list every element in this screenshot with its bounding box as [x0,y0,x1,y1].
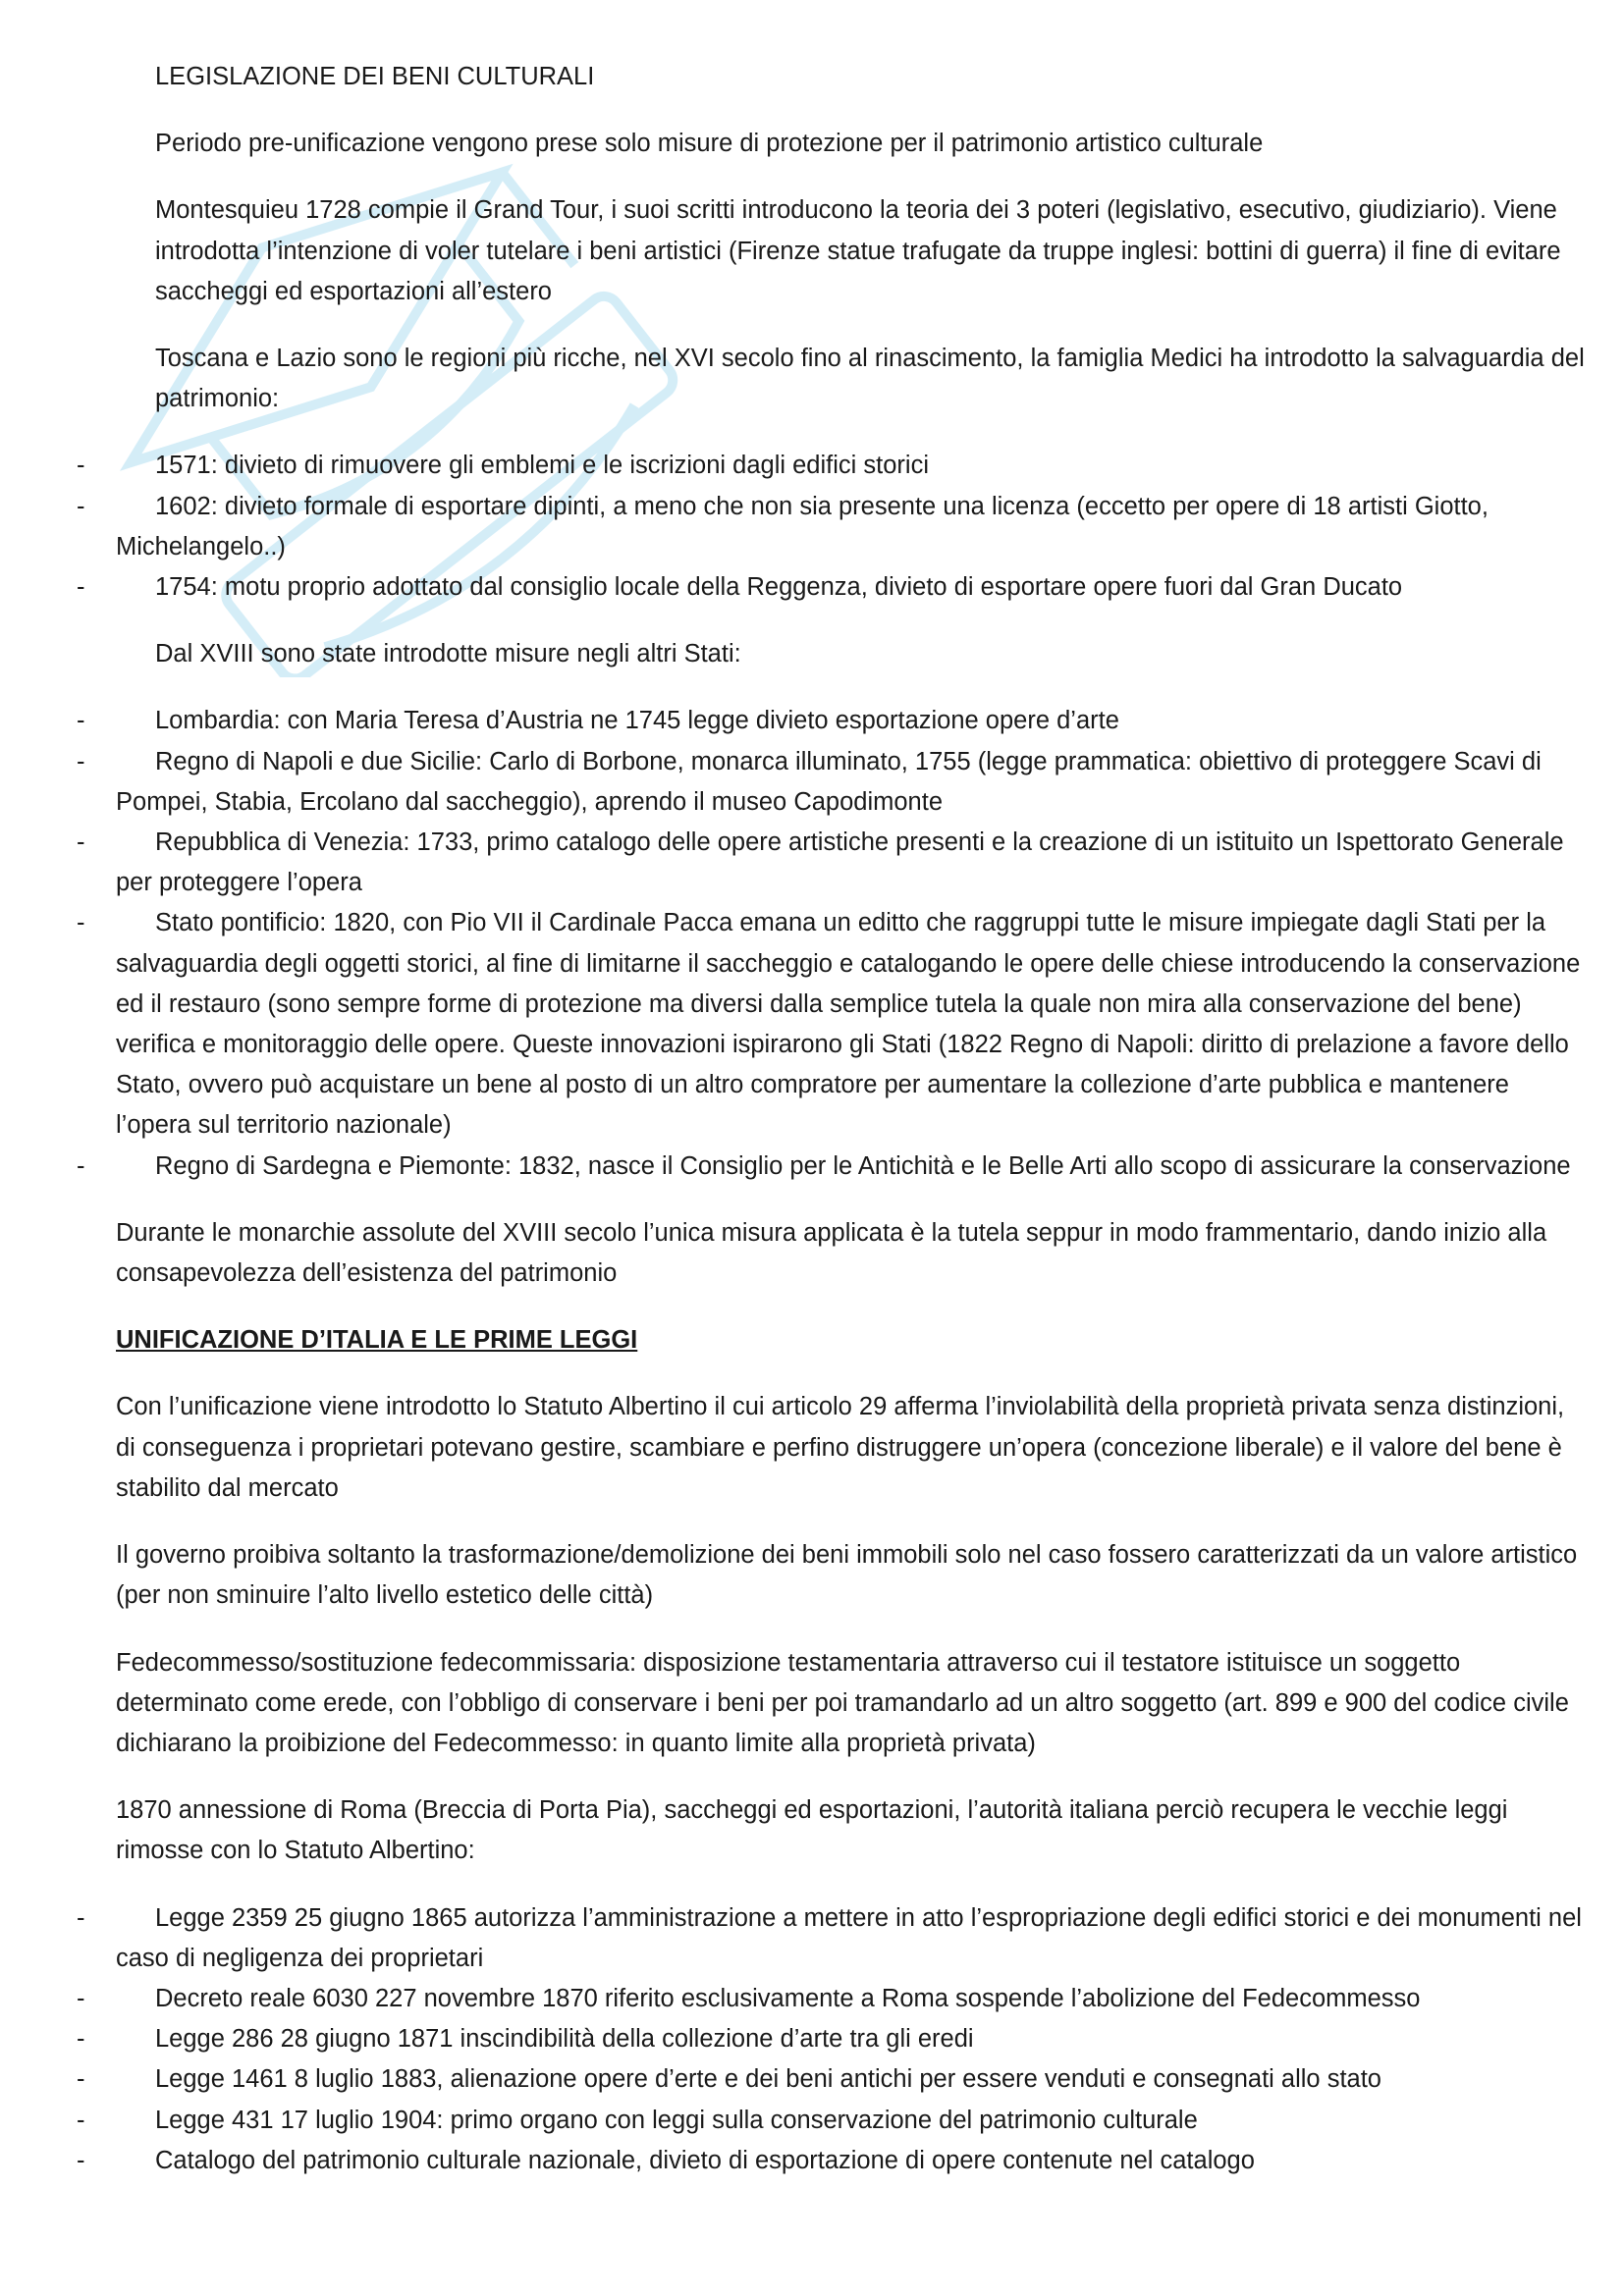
list-item: - Regno di Sardegna e Piemonte: 1832, nasce il Consiglio per le Antichità e le Belle Arti allo scopo di assicurare la conservazione [77,1151,1571,1180]
list-item: - 1571: divieto di rimuovere gli emblemi e le iscrizioni dagli edifici storici [77,452,929,480]
intro-paragraph: Periodo pre-unificazione vengono prese solo misure di protezione per il patrimonio artistico culturale [155,130,1264,158]
document-title: LEGISLAZIONE DEI BENI CULTURALI [155,63,595,90]
medici-measures-list [77,446,1589,608]
list-item: - 1754: motu proprio adottato dal consiglio locale della Reggenza, divieto di esportare opere fuori dal Gran Ducato [77,573,1403,602]
section-paragraph: Fedecommesso/sostituzione fedecommissaria: disposizione testamentaria attraverso cui il testatore istituisce un soggetto determinato come erede, con l’obbligo di conservare i beni per poi tramandarlo ad un altro soggetto (art. 899 e 900 del codice civile dichiarano la proibizione del Fedecommesso: in quanto limite alla proprietà privata) [116,1648,1569,1757]
list-item: - Decreto reale 6030 227 novembre 1870 riferito esclusivamente a Roma sospende l’abolizione del Fedecommesso [77,1984,1421,2012]
list-item: - Legge 1461 8 luglio 1883, alienazione opere d’erte e dei beni antichi per essere venduti e consegnati allo stato [77,2065,1381,2094]
list-item: - Lombardia: con Maria Teresa d’Austria ne 1745 legge divieto esportazione opere d’arte [77,707,1119,735]
intro-paragraph: Toscana e Lazio sono le regioni più ricche, nel XVI secolo fino al rinascimento, la famiglia Medici ha introdotto la salvaguardia del patrimonio: [155,345,1585,413]
document-body [77,57,1589,2208]
list-item: - 1602: divieto formale di esportare dipinti, a meno che non sia presente una licenza (eccetto per opere di 18 artisti Giotto, Michelangelo..) [77,492,1489,561]
list-item: - Catalogo del patrimonio culturale nazionale, divieto di esportazione di opere contenute nel catalogo [77,2146,1255,2174]
list-item: - Regno di Napoli e due Sicilie: Carlo di Borbone, monarca illuminato, 1755 (legge prammatica: obiettivo di proteggere Scavi di Pompei, Stabia, Ercolano dal saccheggio), aprendo il museo Capodimonte [77,747,1542,816]
section-heading-unificazione: UNIFICAZIONE D’ITALIA E LE PRIME LEGGI [116,1326,638,1355]
monarchies-paragraph: Durante le monarchie assolute del XVIII secolo l’unica misura applicata è la tutela seppur in modo frammentario, dando inizio alla consapevolezza dell’esistenza del patrimonio [116,1218,1547,1288]
list-item: - Legge 286 28 giugno 1871 inscindibilità della collezione d’arte tra gli eredi [77,2025,974,2054]
intro-paragraph: Montesquieu 1728 compie il Grand Tour, i suoi scritti introducono la teoria dei 3 poteri (legislativo, esecutivo, giudiziario). Viene introdotta l’intenzione di voler tutelare i beni artistici (Firenze statue trafugate da truppe inglesi: bottini di guerra) il fine di evitare saccheggi ed esportazioni all’estero [155,196,1561,305]
list-item: - Legge 2359 25 giugno 1865 autorizza l’amministrazione a mettere in atto l’espropriazione degli edifici storici e dei monumenti nel caso di negligenza dei proprietari [77,1903,1582,1972]
section-paragraph: Il governo proibiva soltanto la trasformazione/demolizione dei beni immobili solo nel caso fossero caratterizzati da un valore artistico (per non sminuire l’alto livello estetico delle città) [116,1541,1578,1610]
list-item: - Repubblica di Venezia: 1733, primo catalogo delle opere artistiche presenti e la creazione di un istituito un Ispettorato Generale per proteggere l’opera [77,828,1564,897]
section-paragraph: Con l’unificazione viene introdotto lo Statuto Albertino il cui articolo 29 afferma l’inviolabilità della proprietà privata senza distinzioni, di conseguenza i proprietari potevano gestire, scambiare e perfino distruggere un’opera (concezione liberale) e il valore del bene è stabilito dal mercato [116,1393,1565,1502]
section-paragraph: 1870 annessione di Roma (Breccia di Porta Pia), saccheggi ed esportazioni, l’autorità italiana perciò recupera le vecchie leggi rimosse con lo Statuto Albertino: [116,1796,1508,1865]
states-intro: Dal XVIII sono state introdotte misure negli altri Stati: [155,640,741,668]
list-item: - Stato pontificio: 1820, con Pio VII il Cardinale Pacca emana un editto che raggruppi tutte le misure impiegate dagli Stati per la salvaguardia degli oggetti storici, al fine di limitarne il saccheggio e catalogando le opere delle chiese introducendo la conservazione ed il restauro (sono sempre forme di protezione ma diversi dalla semplice tutela la quale non mira alla conservazione del bene) verifica e monitoraggio delle opere. Queste innovazioni ispirarono gli Stati (1822 Regno di Napoli: diritto di prelazione a favore dello Stato, ovvero può acquistare un bene al posto di un altro compratore per aumentare la collezione d’arte pubblica e mantenere l’opera sul territorio nazionale) [77,909,1581,1140]
laws-list [77,1898,1589,2181]
states-measures-list [77,701,1589,1186]
list-item: - Legge 431 17 luglio 1904: primo organo con leggi sulla conservazione del patrimonio culturale [77,2106,1198,2134]
